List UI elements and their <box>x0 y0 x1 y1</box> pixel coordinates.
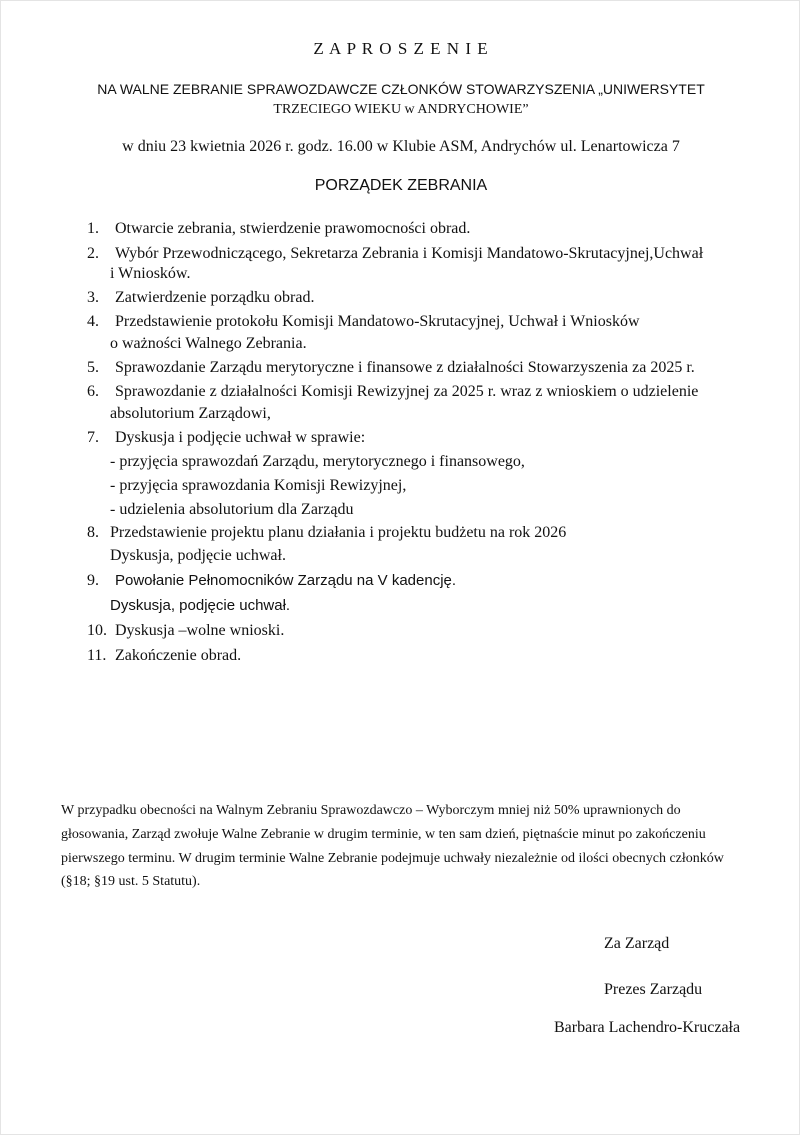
agenda-item: Sprawozdanie z działalności Komisji Rewizyjnej za 2025 r. wraz z wnioskiem o udzielenie <box>115 383 699 400</box>
item-number: 1. <box>87 220 99 237</box>
agenda-item: Otwarcie zebrania, stwierdzenie prawomocności obrad. <box>115 220 471 237</box>
agenda-subitem: - przyjęcia sprawozdania Komisji Rewizyjnej, <box>110 477 407 494</box>
date-line: w dniu 23 kwietnia 2026 r. godz. 16.00 w Klubie ASM, Andrychów ul. Lenartowicza 7 <box>122 138 680 155</box>
agenda-item-cont: i Wniosków. <box>110 265 191 282</box>
signature-line-1: Za Zarząd <box>604 935 670 952</box>
agenda-item: Przedstawienie protokołu Komisji Mandatowo-Skrutacyjnej, Uchwał i Wniosków <box>115 313 640 330</box>
item-number: 6. <box>87 383 99 400</box>
item-number: 5. <box>87 359 99 376</box>
agenda-title: PORZĄDEK ZEBRANIA <box>314 177 488 194</box>
agenda-item: Dyskusja –wolne wnioski. <box>115 622 285 639</box>
item-number: 10. <box>87 622 107 639</box>
footer-line: (§18; §19 ust. 5 Statutu). <box>61 874 201 889</box>
item-number: 4. <box>87 313 99 330</box>
agenda-item: Powołanie Pełnomocników Zarządu na V kadencję. <box>115 572 457 589</box>
item-number: 8. <box>87 524 99 541</box>
agenda-item: Dyskusja i podjęcie uchwał w sprawie: <box>115 429 366 446</box>
signatory-name: Barbara Lachendro-Kruczała <box>554 1019 741 1036</box>
agenda-subitem: - udzielenia absolutorium dla Zarządu <box>110 501 354 518</box>
agenda-item-cont: Dyskusja, podjęcie uchwał. <box>110 547 286 564</box>
agenda-subitem: - przyjęcia sprawozdań Zarządu, merytorycznego i finansowego, <box>110 453 525 470</box>
agenda-item: Zakończenie obrad. <box>115 647 242 664</box>
agenda-item-cont: absolutorium Zarządowi, <box>110 405 271 422</box>
signature-line-2: Prezes Zarządu <box>604 981 703 998</box>
item-number: 11. <box>87 647 107 664</box>
agenda-item: Przedstawienie projektu planu działania i projektu budżetu na rok 2026 <box>110 524 567 541</box>
subtitle-line-1: NA WALNE ZEBRANIE SPRAWOZDAWCZE CZŁONKÓW STOWARZYSZENIA „UNIWERSYTET <box>97 81 705 97</box>
document-title: Z A P R O S Z E N I E <box>313 39 489 58</box>
item-number: 7. <box>87 429 99 446</box>
agenda-item-cont: Dyskusja, podjęcie uchwał. <box>110 597 291 614</box>
footer-line: głosowania, Zarząd zwołuje Walne Zebranie w drugim terminie, w ten sam dzień, piętnaście minut po zakończeniu <box>61 827 706 842</box>
subtitle-line-2: TRZECIEGO WIEKU w ANDRYCHOWIE” <box>273 102 529 117</box>
footer-line: W przypadku obecności na Walnym Zebraniu Sprawozdawczo – Wyborczym mniej niż 50% uprawnionych do <box>61 803 681 818</box>
footer-line: pierwszego terminu. W drugim terminie Walne Zebranie podejmuje uchwały niezależnie od ilości obecnych członków <box>61 851 724 866</box>
agenda-item: Sprawozdanie Zarządu merytoryczne i finansowe z działalności Stowarzyszenia za 2025 r. <box>115 359 695 376</box>
item-number: 3. <box>87 289 99 306</box>
item-number: 2. <box>87 245 99 262</box>
agenda-item: Zatwierdzenie porządku obrad. <box>115 289 315 306</box>
agenda-item: Wybór Przewodniczącego, Sekretarza Zebrania i Komisji Mandatowo-Skrutacyjnej,Uchwał <box>115 245 704 262</box>
agenda-item-cont: o ważności Walnego Zebrania. <box>110 335 307 352</box>
item-number: 9. <box>87 572 99 589</box>
